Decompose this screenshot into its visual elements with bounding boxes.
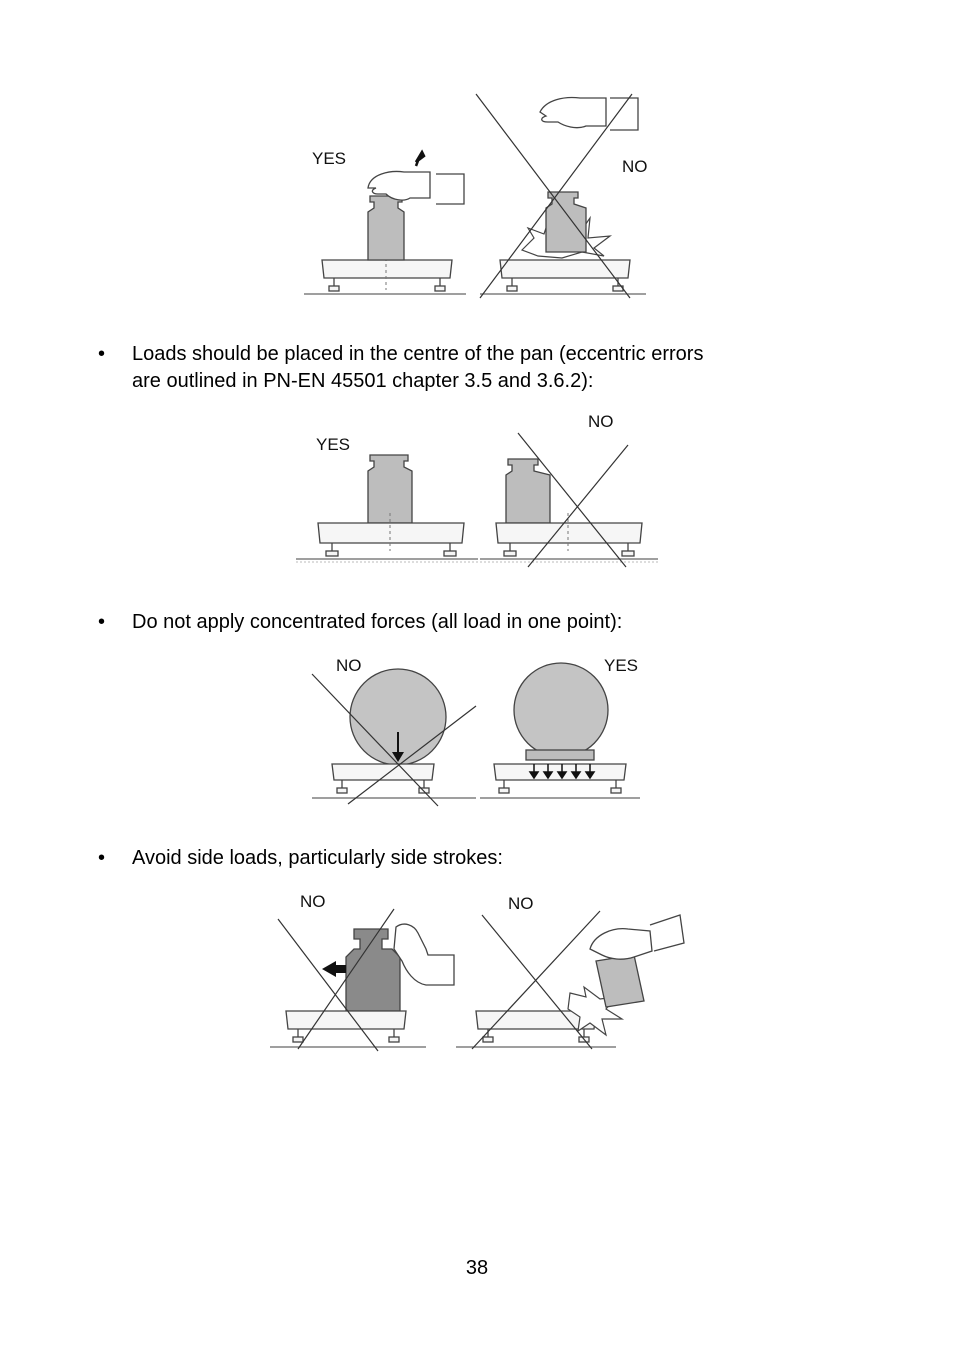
bullet-text-line-1: Avoid side loads, particularly side strokes: — [132, 847, 503, 869]
no-label: NO — [622, 157, 648, 176]
page-number: 38 — [465, 1257, 489, 1279]
figure-centre-load — [292, 405, 662, 570]
figure-placing-weight — [300, 90, 660, 305]
scale-left — [318, 523, 464, 543]
no-label: NO — [588, 412, 614, 431]
no-label: NO — [300, 892, 326, 911]
scale-right — [500, 260, 630, 291]
yes-label: YES — [312, 149, 347, 168]
bullet-marker: • — [98, 343, 106, 365]
weight-icon — [368, 196, 404, 260]
weight-icon — [368, 455, 412, 523]
figure-concentrated-forces — [308, 650, 648, 810]
figure-concentrated-forces-drawing — [308, 650, 648, 810]
figure-side-loads-drawing — [266, 885, 690, 1055]
yes-label: YES — [316, 435, 351, 454]
hand-icon-striking — [590, 929, 652, 959]
scale-right — [496, 523, 642, 543]
figure-centre-load-drawing — [292, 405, 662, 570]
hand-icon-dropping — [540, 98, 606, 128]
figure-placing-weight-drawing — [300, 90, 660, 305]
figure-side-loads — [266, 885, 690, 1055]
weight-icon-pushed — [346, 929, 400, 1011]
no-label: NO — [336, 656, 362, 675]
bullet-marker: • — [98, 847, 106, 869]
arrow-left-icon — [322, 961, 346, 977]
ball-icon — [514, 663, 608, 757]
hand-icon-pushing — [394, 924, 454, 985]
bullet-text-line-1: Do not apply concentrated forces (all load in one point): — [132, 611, 623, 633]
weight-icon-eccentric — [506, 459, 550, 523]
bullet-text-line-1: Loads should be placed in the centre of the pan (eccentric errors — [132, 343, 704, 365]
yes-label: YES — [604, 656, 639, 675]
bullet-marker: • — [98, 611, 106, 633]
no-label: NO — [508, 894, 534, 913]
arrow-up-icon — [416, 152, 424, 166]
bullet-text-line-2: are outlined in PN-EN 45501 chapter 3.5 and 3.6.2): — [132, 370, 594, 392]
scale-left — [286, 1011, 406, 1029]
load-plate-icon — [526, 750, 594, 760]
